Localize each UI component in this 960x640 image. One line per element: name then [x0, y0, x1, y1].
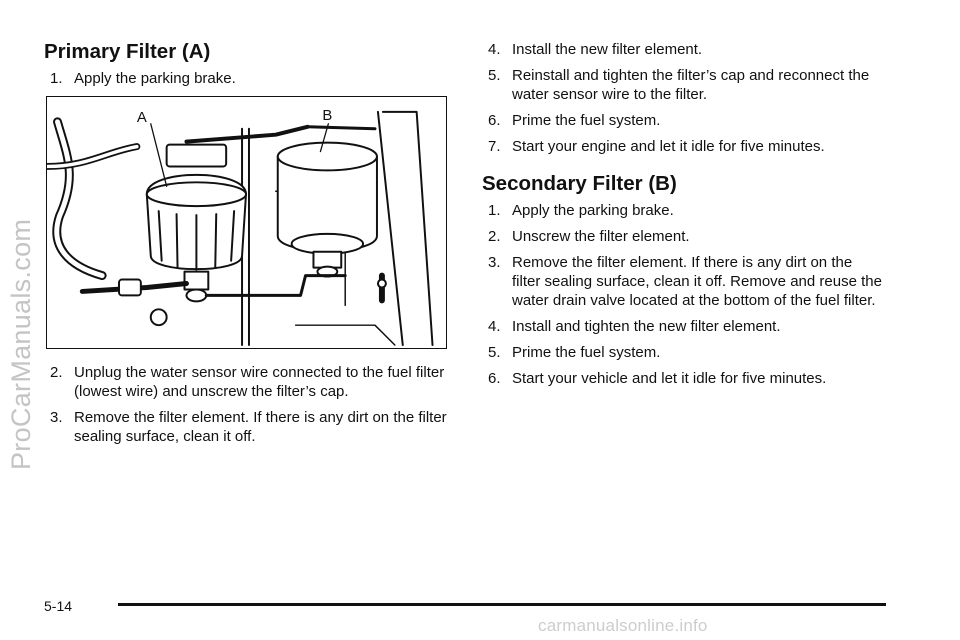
right-column	[482, 40, 882, 395]
list-item: 4. Install and tighten the new filter element.	[488, 318, 781, 335]
secondary-filter-heading: Secondary Filter (B)	[482, 172, 677, 195]
list-item: 6. Prime the fuel system.	[488, 112, 661, 129]
page-number: 5-14	[44, 598, 73, 614]
footer-rule	[118, 603, 886, 606]
label-a: A	[136, 109, 147, 126]
primary-filter-heading: Primary Filter (A)	[44, 40, 211, 63]
label-b: B	[322, 107, 333, 124]
primary-steps-after	[44, 363, 454, 446]
footer-brand-watermark: carmanualsonline.info	[538, 616, 708, 635]
secondary-steps	[482, 201, 882, 388]
watermark-text: ProCarManuals.com	[6, 218, 36, 470]
primary-steps-before	[44, 69, 454, 88]
list-item: 5. Reinstall and tighten the filter’s cap and reconnect the water sensor wire to the filter.	[488, 67, 870, 103]
list-item: 3. Remove the filter element. If there is any dirt on the filter sealing surface, clean it off. Remove and reuse the water drain valve located at the bottom of the fuel filter.	[488, 254, 882, 309]
list-item: 1. Apply the parking brake.	[488, 202, 674, 219]
list-item: 6. Start your vehicle and let it idle for five minutes.	[488, 370, 827, 387]
primary-steps-continued	[482, 40, 882, 156]
list-item: 2. Unplug the water sensor wire connected to the fuel filter (lowest wire) and unscrew the filter’s cap.	[50, 364, 445, 400]
left-column	[44, 40, 454, 453]
list-item: 4. Install the new filter element.	[488, 41, 703, 58]
list-item: 5. Prime the fuel system.	[488, 344, 661, 361]
list-item: 3. Remove the filter element. If there is any dirt on the filter sealing surface, clean it off.	[50, 409, 447, 445]
callout-line-a	[151, 124, 167, 187]
secondary-filter-b	[278, 143, 377, 277]
list-item: 1. Apply the parking brake.	[50, 70, 236, 87]
list-item: 2. Unscrew the filter element.	[488, 228, 690, 245]
list-item: 7. Start your engine and let it idle for five minutes.	[488, 138, 825, 155]
fuel-filter-illustration	[46, 96, 447, 349]
